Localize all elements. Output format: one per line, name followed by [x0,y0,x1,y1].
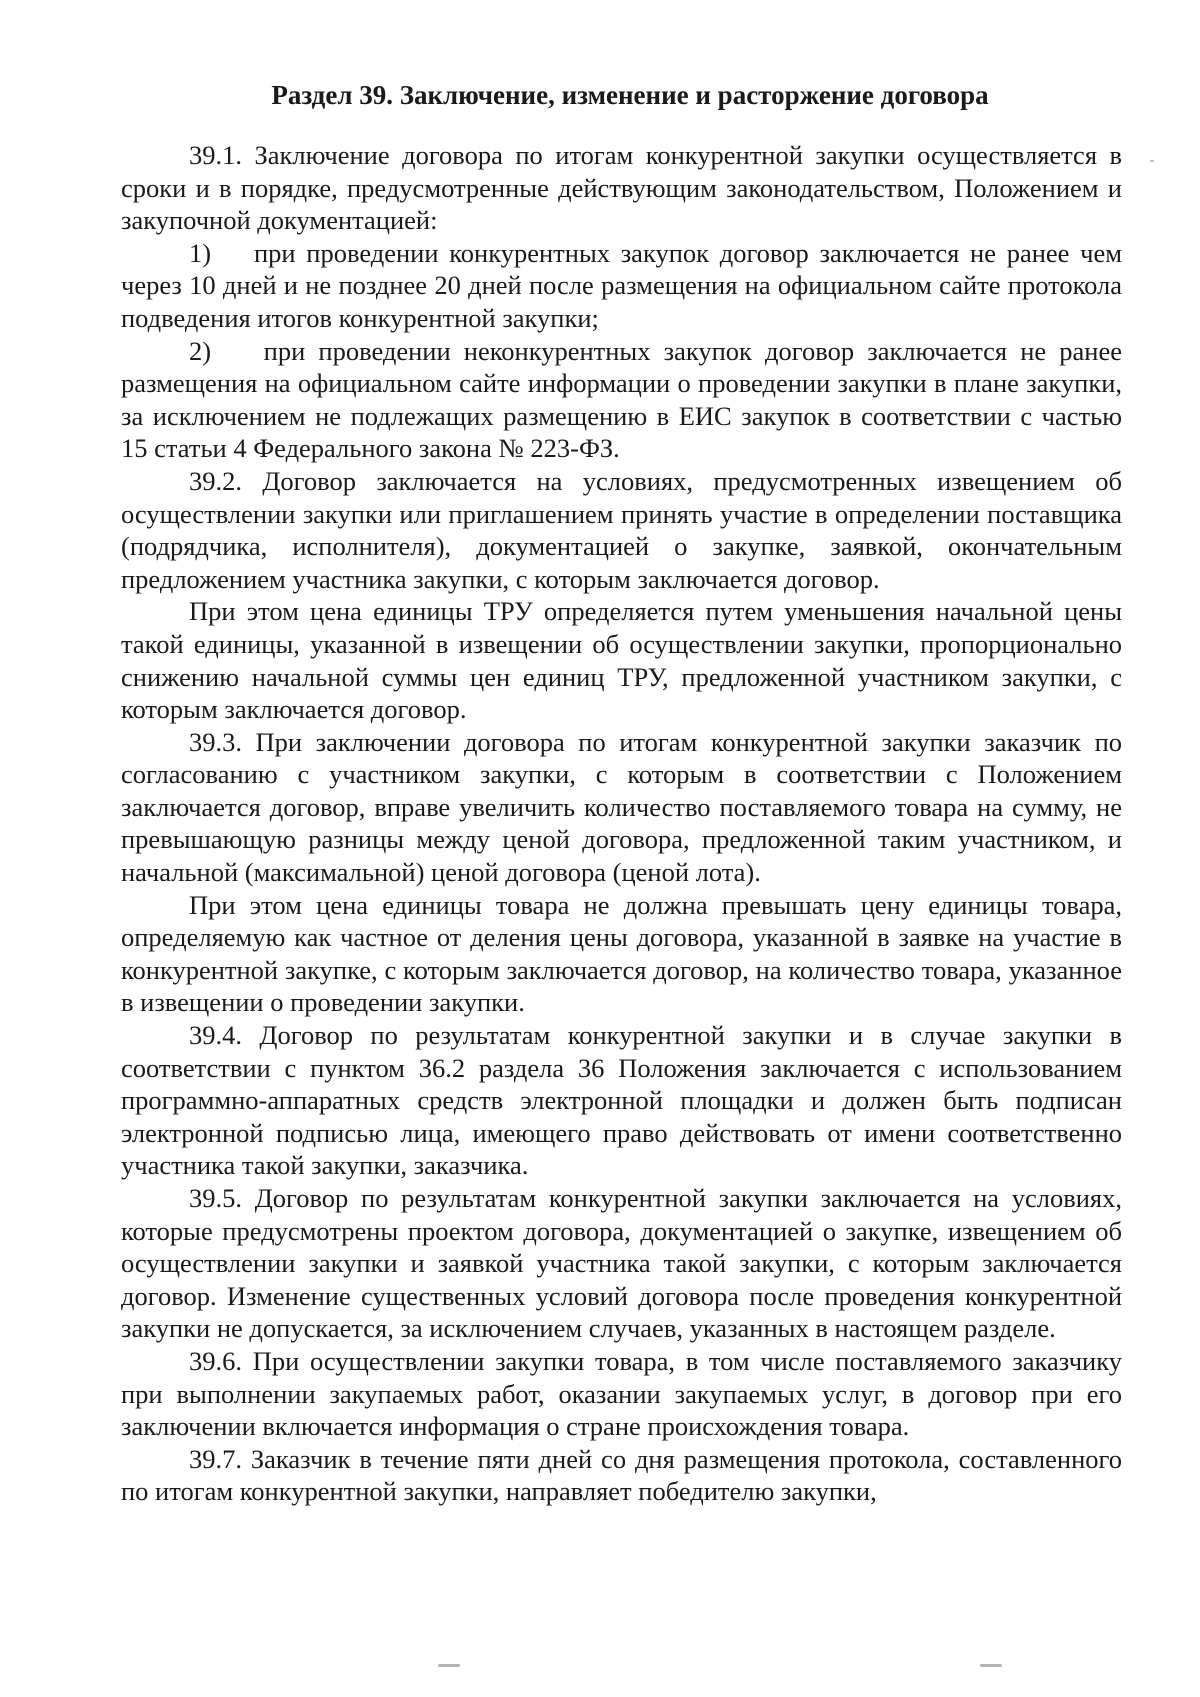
paragraph-39-2-note: При этом цена единицы ТРУ определяется путем уменьшения начальной цены такой единицы, указанной в извещении об осуществлении закупки, пропорционально снижению начальной суммы цен единиц ТРУ, предложенной участником закупки, с которым заключается договор. [121,596,1122,725]
paragraph-39-1: 39.1. Заключение договора по итогам конкурентной закупки осуществляется в сроки и в порядке, предусмотренные действующим законодательством, Положением и закупочной документацией: [121,140,1122,236]
paragraph-39-3-note: При этом цена единицы товара не должна превышать цену единицы товара, определяемую как частное от деления цены договора, указанной в заявке на участие в конкурентной закупке, с которым заключается договор, на количество товара, указанное в извещении о проведении закупки. [121,889,1122,1018]
list-item-2: 2) при проведении неконкурентных закупок договор заключается не ранее размещения на официальном сайте информации о проведении закупки в плане закупки, за исключением не подлежащих размещению в ЕИС закупок в соответствии с частью 15 статьи 4 Федерального закона № 223-ФЗ. [121,335,1122,464]
section-title: Раздел 39. Заключение, изменение и расторжение договора [271,80,989,110]
paragraph-39-7: 39.7. Заказчик в течение пяти дней со дня размещения протокола, составленного по итогам конкурентной закупки, направляет победителю закупки, [121,1443,1122,1507]
scan-artifact-bottom-right [980,1664,1002,1667]
paragraph-39-3: 39.3. При заключении договора по итогам конкурентной закупки заказчик по согласованию с участником закупки, с которым в соответствии с Положением заключается договор, вправе увеличить количество поставляемого товара на сумму, не превышающую разницы между ценой договора, предложенной таким участником, и начальной (максимальной) ценой договора (ценой лота). [121,726,1122,888]
document-body [121,139,1122,1508]
paragraph-39-4: 39.4. Договор по результатам конкурентной закупки и в случае закупки в соответствии с пунктом 36.2 раздела 36 Положения заключается с использованием программно-аппаратных средств электронной площадки и должен быть подписан электронной подписью лица, имеющего право действовать от имени соответственно участника такой закупки, заказчика. [121,1020,1122,1181]
scan-artifact-right [1150,160,1154,162]
paragraph-39-6: 39.6. При осуществлении закупки товара, в том числе поставляемого заказчику при выполнении закупаемых работ, оказании закупаемых услуг, в договор при его заключении включается информация о стране происхождения товара. [121,1345,1122,1442]
paragraph-39-5: 39.5. Договор по результатам конкурентной закупки заключается на условиях, которые предусмотрены проектом договора, документацией о закупке, извещением об осуществлении закупки и заявкой участника такой закупки, с которым заключается договор. Изменение существенных условий договора после проведения конкурентной закупки не допускается, за исключением случаев, указанных в настоящем разделе. [121,1183,1122,1344]
scan-artifact-bottom-left [438,1664,460,1667]
paragraph-39-2: 39.2. Договор заключается на условиях, предусмотренных извещением об осуществлении закупки или приглашением принять участие в определении поставщика (подрядчика, исполнителя), документацией о закупке, заявкой, окончательным предложением участника закупки, с которым заключается договор. [121,465,1122,594]
list-item-1: 1) при проведении конкурентных закупок договор заключается не ранее чем через 10 дней и не позднее 20 дней после размещения на официальном сайте протокола подведения итогов конкурентной закупки; [121,237,1122,333]
